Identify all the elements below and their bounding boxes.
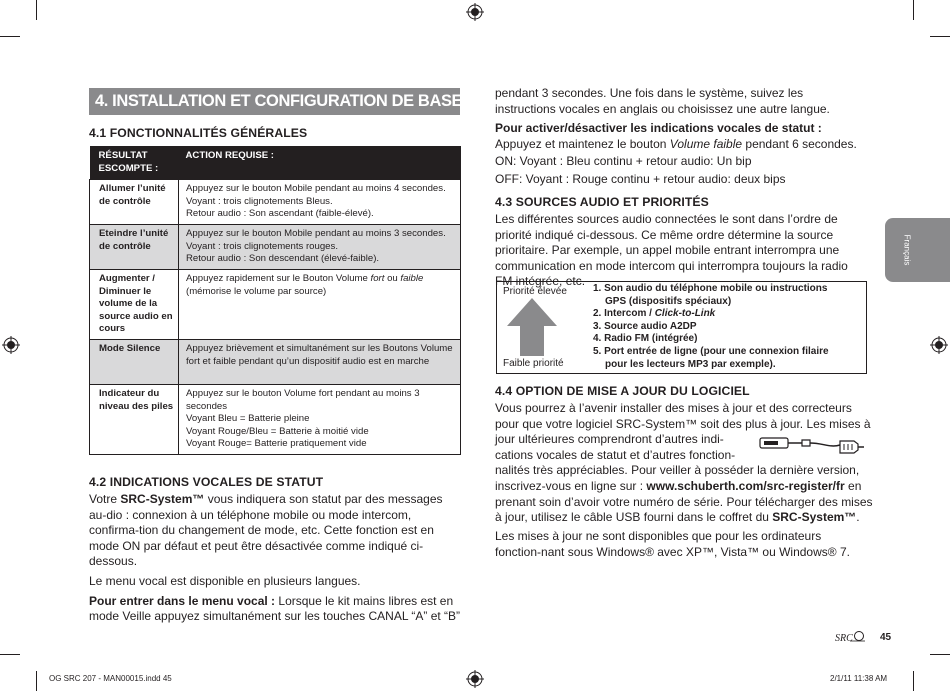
toggle-paragraph: Pour activer/désactiver les indications vocales de statut : Appuyez et maintenez le bouton Volume faible pendant 6 secondes. [495,121,857,151]
list-item: 4. Radio FM (intégrée) [593,333,698,345]
table-cell-result: Eteindre l’unité de contrôle [90,225,179,270]
language-side-tab [885,218,950,282]
side-tab-label: Français [902,234,912,266]
priority-low-label: Faible priorité [503,358,564,369]
subsection-title-4-2: 4.2 INDICATIONS VOCALES DE STATUT [89,475,324,489]
footer-file-info: OG SRC 207 - MAN00015.indd 45 [49,674,172,683]
sources-paragraph: Les différentes sources audio connectées le sont dans l’ordre de priorité indiqué ci-dessous. Ce même ordre détermine la source prioritaire. Par exemple, un appel mobile entrant interrompra une communication en mode intercom qui interrompra toujours la radio FM intégrée, etc. [495,212,848,289]
list-item: 3. Source audio A2DP [593,320,697,332]
crop-mark-top-right [913,0,914,20]
registration-mark-left-icon [2,336,20,354]
table-cell-action: Appuyez sur le bouton Mobile pendant au moins 4 secondes. Voyant : trois clignotements Bleus. Retour audio : Son ascendant (faible-élevé). [179,180,461,225]
functions-table [89,146,461,455]
table-cell-action: Appuyez brièvement et simultanément sur les Boutons Volume fort et faible pendant qu’un dispositif audio est en marche [179,340,461,385]
status-paragraph: Votre SRC-System™ vous indiquera son statut par des messages au-dio : connexion à un téléphone mobile ou mode intercom, confirma-tion du changement de mode, etc. Cette fonction est en mode ON par défaut et peut être désactivée comme indiqué ci-dessous. [89,492,443,569]
table-header-result: RÉSULTAT ESCOMPTE : [90,146,179,180]
left-body-text [89,492,461,629]
crop-mark-bottom-right-h [930,654,950,655]
list-item: 2. Intercom / Click-to-Link [593,308,716,320]
registration-mark-bottom-icon [466,670,484,688]
priority-high-label: Priorité élevée [503,286,567,297]
table-row [90,270,461,340]
list-item: 1. Son audio du téléphone mobile ou instructions [593,283,828,294]
windows-paragraph: Les mises à jour ne sont disponibles que pour les ordinateurs fonction-nant sous Windows® avec XP™, Vista™ ou Windows® 7. [495,529,850,559]
continuation-paragraph: pendant 3 secondes. Une fois dans le système, suivez les instructions vocales en anglais ou choisissez une autre langue. [495,86,830,116]
table-cell-action: Appuyez rapidement sur le Bouton Volume fort ou faible (mémorise le volume par source) [179,270,461,340]
table-cell-action: Appuyez sur le bouton Mobile pendant au moins 3 secondes. Voyant : trois clignotements rouges. Retour audio : Son descendant (élevé-faible). [179,225,461,270]
section-title: 4. INSTALLATION ET CONFIGURATION DE BASE [89,88,460,115]
crop-mark-top-right-h [930,36,950,37]
subsection-title-4-4: 4.4 OPTION DE MISE A JOUR DU LOGICIEL [495,384,750,398]
page-number: 45 [880,632,892,643]
registration-mark-top-icon [466,3,484,21]
crop-mark-bottom-left [36,671,37,691]
update-paragraph: Vous pourrez à l’avenir installer des mises à jour et des correcteurs pour que votre logiciel SRC-System™ soit des plus à jour. Les mises à jour ultérieures comprendront d’autres indi- cations vocales de statut et d’autres fonction- nalités très appréciables. Pour veiller à posséder la dernière version, inscrivez-vous en ligne sur : www.schuberth.com/src-register/fr en prenant soin d’avoir votre numéro de série. Pour télécharger des mises à jour, utilisez le câble USB fourni dans le coffret du SRC-System™. [495,401,873,525]
table-row [90,180,461,225]
crop-mark-bottom-left-h [0,654,20,655]
table-row [90,340,461,385]
registration-mark-right-icon [930,336,948,354]
table-cell-result: Mode Silence [90,340,179,385]
table-cell-action: Appuyez sur le bouton Volume fort pendant au moins 3 secondes Voyant Bleu = Batterie pleine Voyant Rouge/Bleu = Batterie à moitié vide Voyant Rouge= Batterie pratiquement vide [179,385,461,455]
table-row [90,385,461,455]
priority-list [593,283,829,371]
arrow-up-icon [507,298,557,356]
off-status-line: OFF: Voyant : Rouge continu + retour audio: deux bips [495,171,786,186]
list-item: GPS (dispositifs spéciaux) [605,295,732,307]
table-header-action: ACTION REQUISE : [179,146,461,180]
svg-text:SRC: SRC [835,633,853,644]
list-item: 5. Port entrée de ligne (pour une connexion filaire [593,345,829,357]
crop-mark-bottom-right [913,671,914,691]
footer-timestamp: 2/1/11 11:38 AM [830,674,888,683]
crop-mark-top-left [36,0,37,20]
crop-mark-top-left-h [0,36,20,37]
on-status-line: ON: Voyant : Bleu continu + retour audio: Un bip [495,154,752,169]
subsection-title-4-1: 4.1 FONCTIONNALITÉS GÉNÉRALES [89,126,308,140]
table-cell-result: Allumer l’unité de contrôle [90,180,179,225]
languages-paragraph: Le menu vocal est disponible en plusieurs langues. [89,573,361,588]
list-item: pour les lecteurs MP3 par exemple). [605,358,776,370]
subsection-title-4-3: 4.3 SOURCES AUDIO ET PRIORITÉS [495,195,709,209]
src-logo-icon [834,630,866,644]
table-row [90,225,461,270]
right-body-top [495,86,867,192]
table-header-row [90,146,461,180]
usb-cable-icon [758,432,866,462]
table-cell-result: Augmenter / Diminuer le volume de la source audio en cours [90,270,179,340]
menu-paragraph: Pour entrer dans le menu vocal : Lorsque le kit mains libres est en mode Veille appuyez simultanément sur les touches CANAL “A” et “B” [89,593,461,624]
table-cell-result: Indicateur du niveau des piles [90,385,179,455]
